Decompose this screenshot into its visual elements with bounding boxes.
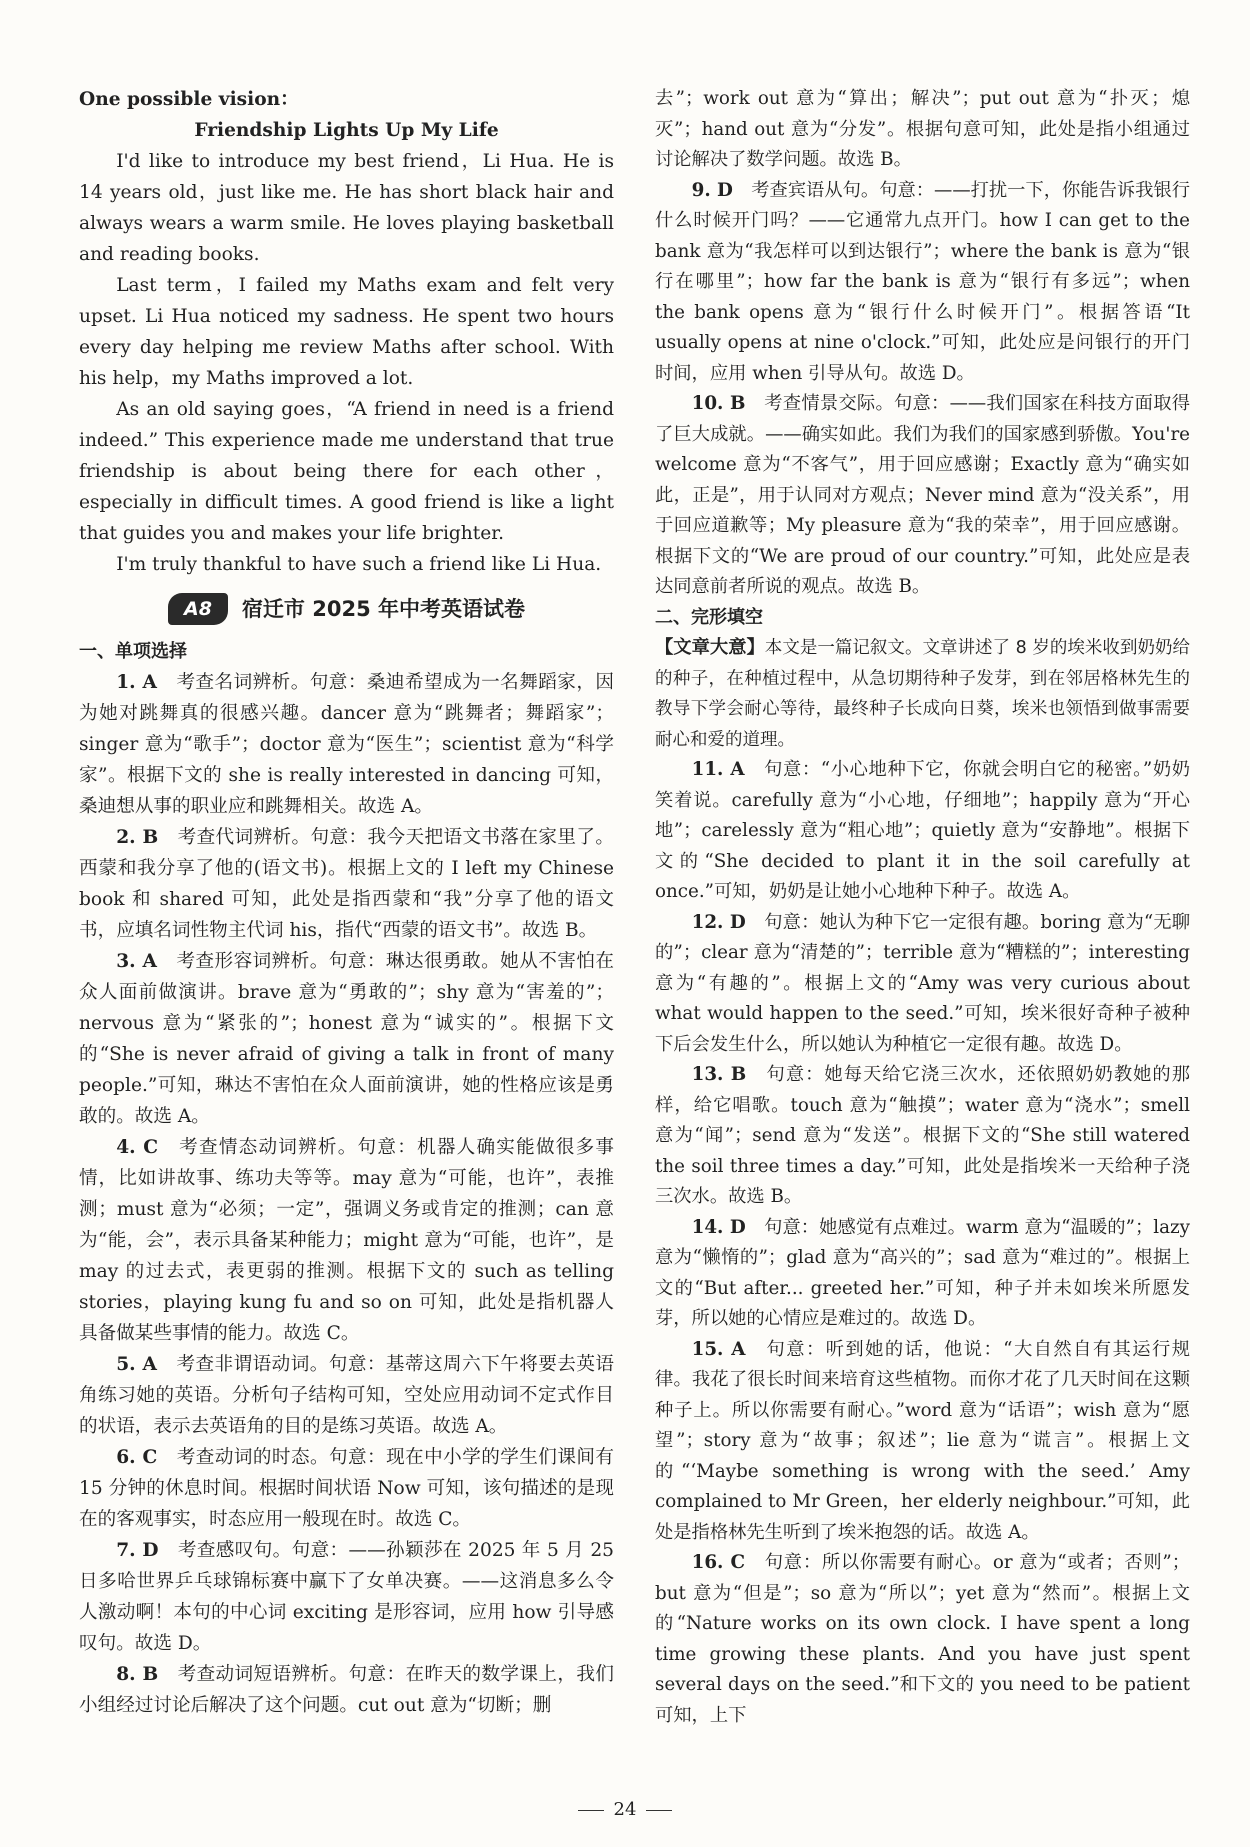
answer-item <box>655 1213 1190 1335</box>
answer-text: 考查名词辨析。句意：桑迪希望成为一名舞蹈家，因为她对跳舞真的很感兴趣。dancer 意为“跳舞者；舞蹈家”；singer 意为“歌手”；doctor 意为“医生”；scientist 意为“科学家”。根据下文的 she is really interested in dancing 可知，桑迪想从事的职业应和跳舞相关。故选 A。 <box>79 672 614 817</box>
answer-number: 6. C <box>116 1447 158 1468</box>
answer-text: 考查情景交际。句意：——我们国家在科技方面取得了巨大成就。——确实如此。我们为我们的国家感到骄傲。You're welcome 意为“不客气”，用于回应感谢；Exactly 意为“确实如此，正是”，用于认同对方观点；Never mind 意为“没关系”，用于回应道歉等；My pleasure 意为“我的荣幸”，用于回应感谢。根据下文的“We are proud of our country.”可知，此处应是表达同意前者所说的观点。故选 B。 <box>655 393 1191 597</box>
answer-number: 4. C <box>116 1137 159 1158</box>
answer-number: 8. B <box>116 1664 159 1685</box>
answer-item <box>79 667 614 822</box>
answer-number: 16. C <box>691 1552 746 1573</box>
answer-number: 10. B <box>691 393 746 414</box>
answer-text: 考查宾语从句。句意：——打扰一下，你能告诉我银行什么时候开门吗？——它通常九点开门。how I can get to the bank 意为“我怎样可以到达银行”；where the bank is 意为“银行在哪里”；how far the bank is 意为“银行有多远”；when the bank opens 意为“银行什么时候开门”。根据答语“It usually opens at nine o'clock.”可知，此处应是问银行的开门时间，应用 when 引导从句。故选 D。 <box>655 179 1191 384</box>
exam-title: 宿迁市 2025 年中考英语试卷 <box>241 596 525 621</box>
exam-badge: A8 <box>168 593 228 625</box>
answer-number: 13. B <box>691 1064 747 1085</box>
right-column <box>655 84 1190 1731</box>
answer-item <box>79 946 614 1132</box>
answer-number: 12. D <box>691 911 746 933</box>
page-number <box>0 1799 1250 1820</box>
essay-paragraph: I'm truly thankful to have such a friend like Li Hua. <box>116 554 602 575</box>
answer-item <box>79 1442 614 1535</box>
answer-number: 7. D <box>116 1540 159 1561</box>
answer-item <box>655 176 1190 390</box>
answer-text: 考查感叹句。句意：——孙颖莎在 2025 年 5 月 25 日多哈世界乒乓球锦标赛中赢下了女单决赛。——这消息多么令人激动啊！本句的中心词 exciting 是形容词，应用 how 引导感叹句。故选 D。 <box>79 1540 614 1654</box>
essay-paragraph: I'd like to introduce my best friend，Li Hua. He is 14 years old，just like me. He has short black hair and always wears a warm smile. He loves playing basketball and reading books. <box>79 151 614 265</box>
answer-text: 句意：她感觉有点难过。warm 意为“温暖的”；lazy 意为“懒惰的”；glad 意为“高兴的”；sad 意为“难过的”。根据上文的“But after... greeted her.”可知，种子并未如埃米所愿发芽，所以她的心情应是难过的。故选 D。 <box>655 1216 1190 1329</box>
answer-text: 句意：她每天给它浇三次水，还依照奶奶教她的那样，给它唱歌。touch 意为“触摸”；water 意为“浇水”；smell 意为“闻”；send 意为“发送”。根据下文的“She still watered the soil three times a day.”可知，此处是指埃米一天给种子浇三次水。故选 B。 <box>655 1064 1191 1207</box>
answer-item <box>79 1349 614 1442</box>
vision-label: One possible vision： <box>79 89 299 110</box>
section-heading: 一、单项选择 <box>79 641 187 662</box>
essay-paragraph: Last term，I failed my Maths exam and felt very upset. Li Hua noticed my sadness. He spent two hours every day helping me review Maths after school. With his help，my Maths improved a lot. <box>79 275 614 389</box>
answer-item <box>655 908 1190 1061</box>
section-heading: 二、完形填空 <box>655 606 763 628</box>
answer-text: 考查非谓语动词。句意：基蒂这周六下午将要去英语角练习她的英语。分析句子结构可知，空处应用动词不定式作目的状语，表示去英语角的目的是练习英语。故选 A。 <box>79 1354 614 1437</box>
answer-continuation: 去”；work out 意为“算出；解决”；put out 意为“扑灭；熄灭”；hand out 意为“分发”。根据句意可知，此处是指小组通过讨论解决了数学问题。故选 B。 <box>655 88 1190 170</box>
answer-number: 14. D <box>691 1216 746 1238</box>
answer-item <box>655 1060 1190 1213</box>
answer-number: 1. A <box>116 672 157 693</box>
essay-title: Friendship Lights Up My Life <box>194 120 499 141</box>
answer-text: 考查动词的时态。句意：现在中小学的学生们课间有 15 分钟的休息时间。根据时间状语 Now 可知，该句描述的是现在的客观事实，时态应用一般现在时。故选 C。 <box>79 1447 614 1530</box>
answer-text: 考查形容词辨析。句意：琳达很勇敢。她从不害怕在众人面前做演讲。brave 意为“勇敢的”；shy 意为“害羞的”；nervous 意为“紧张的”；honest 意为“诚实的”。根据下文的“She is never afraid of giving a talk in front of many people.”可知，琳达不害怕在众人面前演讲，她的性格应该是勇敢的。故选 A。 <box>79 951 614 1127</box>
answer-text: 考查动词短语辨析。句意：在昨天的数学课上，我们小组经过讨论后解决了这个问题。cut out 意为“切断；删 <box>79 1664 614 1716</box>
answer-text: 句意：她认为种下它一定很有趣。boring 意为“无聊的”；clear 意为“清楚的”；terrible 意为“糟糕的”；interesting 意为“有趣的”。根据上文的“Amy was very curious about what would happen to the seed.”可知，埃米很好奇种子被种下后会发生什么，所以她认为种植它一定很有趣。故选 D。 <box>655 911 1190 1055</box>
answer-text: 考查代词辨析。句意：我今天把语文书落在家里了。西蒙和我分享了他的(语文书)。根据上文的 I left my Chinese book 和 shared 可知，此处是指西蒙和“我”分享了他的语文书，应填名词性物主代词 his，指代“西蒙的语文书”。故选 B。 <box>79 827 614 941</box>
answer-number: 11. A <box>691 759 745 780</box>
answer-item <box>655 755 1190 908</box>
page-number-dash <box>578 1810 604 1811</box>
summary-text: 本文是一篇记叙文。文章讲述了 8 岁的埃米收到奶奶给的种子，在种植过程中，从急切期待种子发芽，到在邻居格林先生的教导下学会耐心等待，最终种子长成向日葵，埃米也领悟到做事需要耐心和爱的道理。 <box>655 638 1190 750</box>
answer-text: 句意：所以你需要有耐心。or 意为“或者；否则”；but 意为“但是”；so 意为“所以”；yet 意为“然而”。根据上文的“Nature works on its own clock. I have spent a long time growing these plants. And you have just spent several days on the seed.”和下文的 you need to be patient 可知，上下 <box>655 1552 1190 1726</box>
essay-paragraph: As an old saying goes，“A friend in need is a friend indeed.” This experience made me understand that true friendship is about being there for each other，especially in difficult times. A good friend is like a light that guides you and makes your life brighter. <box>79 399 614 544</box>
answer-text: 句意：听到她的话，他说：“大自然自有其运行规律。我花了很长时间来培育这些植物。而你才花了几天时间在这颗种子上。所以你需要有耐心。”word 意为“话语”；wish 意为“愿望”；story 意为“故事；叙述”；lie 意为“谎言”。根据上文的“‘Maybe something is wrong with the seed.’ Amy complained to Mr Green，her elderly neighbour.”可知，此处是指格林先生听到了埃米抱怨的话。故选 A。 <box>655 1338 1190 1543</box>
answer-text: 考查情态动词辨析。句意：机器人确实能做很多事情，比如讲故事、练功夫等等。may 意为“可能，也许”，表推测；must 意为“必须；一定”，强调义务或肯定的推测；can 意为“能，会”，表示具备某种能力；might 意为“可能，也许”，是 may 的过去式，表更弱的推测。根据下文的 such as telling stories，playing kung fu and so on 可知，此处是指机器人具备做某些事情的能力。故选 C。 <box>79 1137 614 1344</box>
article-summary <box>655 633 1190 755</box>
answer-item <box>655 1548 1190 1731</box>
summary-label: 【文章大意】 <box>655 637 765 658</box>
answer-item <box>79 1535 614 1659</box>
answer-number: 3. A <box>116 951 157 972</box>
answer-text: 句意：“小心地种下它，你就会明白它的秘密。”奶奶笑着说。carefully 意为“小心地，仔细地”；happily 意为“开心地”；carelessly 意为“粗心地”；quietly 意为“安静地”。根据下文的“She decided to plant it in the soil carefully at once.”可知，奶奶是让她小心地种下种子。故选 A。 <box>655 759 1191 902</box>
page-number-value: 24 <box>613 1799 637 1820</box>
page-number-dash <box>646 1810 672 1811</box>
answer-number: 9. D <box>691 179 733 201</box>
answer-item <box>79 1659 614 1721</box>
answer-number: 2. B <box>116 827 159 848</box>
answer-item <box>655 1335 1190 1549</box>
answer-number: 15. A <box>691 1338 746 1360</box>
answer-item <box>655 389 1190 603</box>
answer-item <box>79 822 614 946</box>
exam-heading <box>79 592 614 626</box>
answer-number: 5. A <box>116 1354 157 1375</box>
answer-item <box>79 1132 614 1349</box>
left-column <box>79 84 614 1721</box>
